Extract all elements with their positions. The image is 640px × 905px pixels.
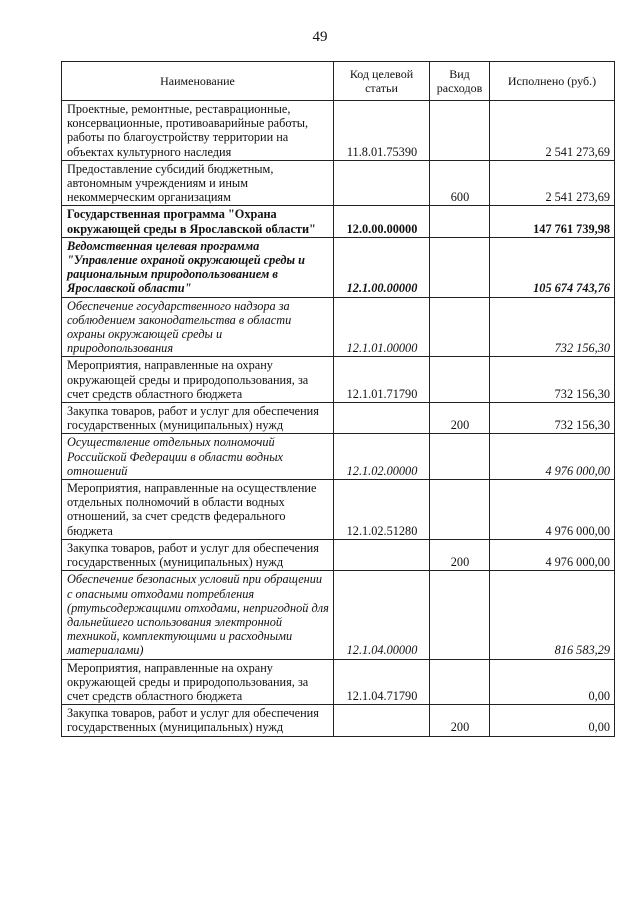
- table-row: [62, 297, 615, 357]
- row-expense-type: [430, 434, 490, 480]
- row-code: 11.8.01.75390: [334, 101, 430, 161]
- row-name: Закупка товаров, работ и услуг для обеспечения государственных (муниципальных) нужд: [62, 539, 334, 570]
- row-amount: 4 976 000,00: [490, 480, 615, 540]
- row-expense-type: [430, 237, 490, 297]
- row-name: Предоставление субсидий бюджетным, автономным учреждениям и иным некоммерческим организациям: [62, 160, 334, 206]
- row-amount: 105 674 743,76: [490, 237, 615, 297]
- row-expense-type: [430, 297, 490, 357]
- row-expense-type: [430, 659, 490, 705]
- row-code: [334, 160, 430, 206]
- row-code: 12.0.00.00000: [334, 206, 430, 237]
- row-expense-type: [430, 101, 490, 161]
- row-name: Мероприятия, направленные на осуществление отдельных полномочий в области водных отношений, за счет средств федерального бюджета: [62, 480, 334, 540]
- row-amount: 0,00: [490, 659, 615, 705]
- table-row: [62, 434, 615, 480]
- row-name: Мероприятия, направленные на охрану окружающей среды и природопользования, за счет средств областного бюджета: [62, 659, 334, 705]
- table-row: [62, 160, 615, 206]
- row-code: [334, 403, 430, 434]
- row-code: [334, 539, 430, 570]
- row-code: 12.1.01.00000: [334, 297, 430, 357]
- row-name: Государственная программа "Охрана окружающей среды в Ярославской области": [62, 206, 334, 237]
- row-amount: 4 976 000,00: [490, 434, 615, 480]
- header-expense-type: Вид расходов: [430, 62, 490, 101]
- row-amount: 0,00: [490, 705, 615, 736]
- row-name: Закупка товаров, работ и услуг для обеспечения государственных (муниципальных) нужд: [62, 403, 334, 434]
- header-code: Код целевой статьи: [334, 62, 430, 101]
- row-name: Осуществление отдельных полномочий Российской Федерации в области водных отношений: [62, 434, 334, 480]
- row-name: Обеспечение государственного надзора за соблюдением законодательства в области охраны окружающей среды и природопользования: [62, 297, 334, 357]
- table-row: [62, 659, 615, 705]
- table-row: [62, 357, 615, 403]
- table-header-row: [62, 62, 615, 101]
- row-expense-type: [430, 206, 490, 237]
- header-amount: Исполнено (руб.): [490, 62, 615, 101]
- row-amount: 4 976 000,00: [490, 539, 615, 570]
- row-name: Мероприятия, направленные на охрану окружающей среды и природопользования, за счет средств областного бюджета: [62, 357, 334, 403]
- header-name: Наименование: [62, 62, 334, 101]
- row-name: Обеспечение безопасных условий при обращении с опасными отходами потребления (ртутьсодержащими отходами, непригодной для дальнейшего использования электронной техникой, комплектующими и расходными материалами): [62, 571, 334, 659]
- row-code: 12.1.04.71790: [334, 659, 430, 705]
- row-expense-type: 200: [430, 403, 490, 434]
- row-code: [334, 705, 430, 736]
- row-name: Проектные, ремонтные, реставрационные, консервационные, противоаварийные работы, работы по благоустройству территории на объектах культурного наследия: [62, 101, 334, 161]
- row-expense-type: [430, 571, 490, 659]
- row-amount: 2 541 273,69: [490, 160, 615, 206]
- table-row: [62, 571, 615, 659]
- budget-execution-table: [61, 61, 615, 737]
- table-row: [62, 206, 615, 237]
- row-amount: 732 156,30: [490, 357, 615, 403]
- table-row: [62, 480, 615, 540]
- row-code: 12.1.02.00000: [334, 434, 430, 480]
- row-code: 12.1.04.00000: [334, 571, 430, 659]
- page-number: 49: [312, 29, 328, 45]
- table-row: [62, 705, 615, 736]
- row-name: Ведомственная целевая программа "Управление охраной окружающей среды и рациональным природопользованием в Ярославской области": [62, 237, 334, 297]
- row-name: Закупка товаров, работ и услуг для обеспечения государственных (муниципальных) нужд: [62, 705, 334, 736]
- row-expense-type: [430, 357, 490, 403]
- row-code: 12.1.00.00000: [334, 237, 430, 297]
- table-row: [62, 237, 615, 297]
- row-code: 12.1.02.51280: [334, 480, 430, 540]
- table-row: [62, 101, 615, 161]
- row-amount: 147 761 739,98: [490, 206, 615, 237]
- row-expense-type: [430, 480, 490, 540]
- row-expense-type: 600: [430, 160, 490, 206]
- row-amount: 2 541 273,69: [490, 101, 615, 161]
- table-row: [62, 403, 615, 434]
- row-amount: 732 156,30: [490, 403, 615, 434]
- row-expense-type: 200: [430, 539, 490, 570]
- row-amount: 816 583,29: [490, 571, 615, 659]
- row-amount: 732 156,30: [490, 297, 615, 357]
- table-row: [62, 539, 615, 570]
- row-expense-type: 200: [430, 705, 490, 736]
- row-code: 12.1.01.71790: [334, 357, 430, 403]
